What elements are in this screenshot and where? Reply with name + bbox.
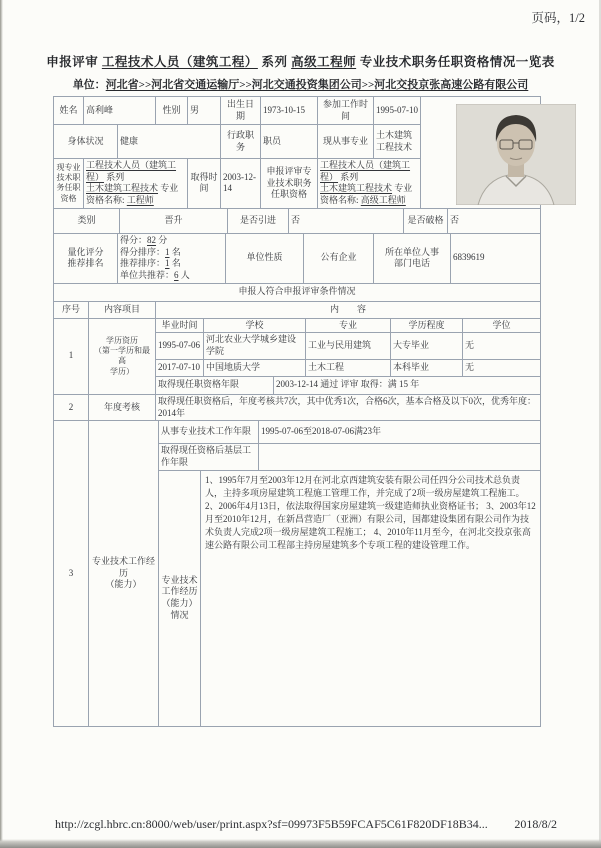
score-line1-label: 得分：: [120, 234, 148, 245]
score-detail-cell: [118, 233, 226, 283]
applicant-photo: [456, 104, 576, 205]
edu-cell: 1995-07-06: [156, 333, 204, 359]
score-line3-value: 1: [165, 258, 170, 269]
exception-label-cell: 是否破格: [404, 208, 448, 233]
title-prefix: 申报评审: [46, 55, 99, 69]
score-block-label2: 推荐排名: [67, 258, 104, 269]
current-series-word: 系列: [106, 171, 125, 182]
experience-label-line2: （能力）: [105, 579, 142, 590]
edu-col-header: 专业: [306, 318, 391, 333]
admin-label-cell: 行政职务: [221, 125, 261, 159]
edu-cell: 工业与民用建筑: [306, 333, 391, 359]
edu-col-header: 学历程度: [391, 318, 463, 333]
gender-label-cell: 性别: [156, 97, 188, 125]
experience-years-label-cell: 从事专业技术工作年限: [159, 421, 259, 444]
scan-edge-left: [0, 0, 3, 848]
score-block-label1: 量化评分: [67, 246, 104, 257]
footer-url: http://zcgl.hbrc.cn:8000/web/user/print.aspx?sf=09973F5B59FCAF5C61F820DF18B34...: [55, 817, 488, 831]
name-value-cell: 高利峰: [84, 97, 156, 125]
score-line4-unit: 人: [180, 269, 190, 280]
edu-cell: 大专毕业: [391, 333, 463, 359]
experience-seq-cell: 3: [54, 421, 89, 726]
unit-line: [0, 76, 601, 92]
edu-cell: 无: [463, 359, 541, 376]
footer-date: 2018/8/2: [514, 817, 557, 831]
current-series: 工程技术人员（建筑工程）: [86, 160, 177, 182]
phone-value-cell: 6839619: [451, 233, 541, 283]
profession-label-cell: 现从事专业: [318, 125, 374, 159]
score-line3-unit: 名: [171, 258, 181, 269]
score-line4-label: 单位共推荐：: [120, 269, 175, 280]
exception-value-cell: 否: [448, 208, 541, 233]
apply-major-word: 专业: [394, 183, 413, 194]
edu-cell: 本科毕业: [391, 359, 463, 376]
apply-cert-label: 资格名称:: [320, 195, 359, 206]
phone-label-cell: [374, 233, 451, 283]
title-series-word: 系列: [261, 55, 288, 69]
edu-col-header: 学校: [204, 318, 306, 333]
phone-label2: 部门电话: [393, 258, 430, 269]
education-label-line1: 学历资历: [106, 335, 138, 345]
form-title: [0, 52, 601, 70]
unit-type-value-cell: 公有企业: [304, 233, 374, 283]
score-line1-value: 82: [147, 234, 157, 245]
experience-label-line1: 专业技术工作经历: [91, 555, 155, 578]
experience-detail-label-line: （能力）: [161, 598, 198, 609]
scan-edge-bottom: [0, 839, 601, 848]
profession-value-cell: 土木建筑工程技术: [374, 125, 421, 159]
tenure-value-cell: 2003-12-14 通过 评审 取得：满 15 年: [274, 376, 541, 394]
education-label-cell: [89, 318, 156, 394]
edu-cell: 河北农业大学城乡建设学院: [204, 333, 306, 359]
item-header-cell: 内容项目: [89, 301, 156, 318]
admin-value-cell: 职员: [261, 125, 318, 159]
category-value-cell: 晋升: [120, 208, 228, 233]
import-value-cell: 否: [289, 208, 404, 233]
unit-type-label-cell: 单位性质: [226, 233, 304, 283]
experience-text-cell: 1、1995年7月至2003年12月在河北京西建筑安装有限公司任四分公司技术总负责人，主持多项房屋建筑工程施工管理工作，并完成了2项一级房屋建筑工程施工。 2、2006年4月13日，依法取得国家房屋建筑一级建造师执业资格证书； 3、2003年12月至2010年12月，在新昌营造厂（亚洲）有限公司，国都建设集团有限公司作为技术负责人完成2项一级房屋建筑工程施工； 4、2010年11月至今，在河北交投京张高速公路有限公司工程部主持房屋建筑多个专项工程的建设管理工作。: [201, 470, 541, 726]
content-header-cell: 内 容: [156, 301, 541, 318]
education-label-line2: （第一学历和最高: [94, 345, 150, 366]
current-qual-value-cell: [84, 159, 188, 209]
category-label-cell: 类别: [54, 208, 120, 233]
title-rank: 高级工程师: [291, 55, 357, 69]
education-table: [53, 318, 541, 395]
experience-detail-label-line: 情况: [170, 609, 189, 620]
assessment-label-cell: 年度考核: [89, 394, 156, 420]
current-major: 土木建筑工程技术: [86, 183, 159, 194]
apply-series: 工程技术人员（建筑工程）: [320, 160, 411, 182]
current-major-word: 专业: [160, 183, 179, 194]
grassroots-value-cell: [259, 444, 541, 470]
experience-detail-label-line: 工作经历: [161, 586, 198, 597]
name-label-cell: 姓名: [54, 97, 84, 125]
experience-label-cell: [89, 421, 159, 726]
education-label-line3: 学历）: [110, 366, 134, 376]
unit-value: 河北省>>河北省交通运输厅>>河北交通投资集团公司>>河北交投京张高速公路有限公司: [105, 79, 529, 91]
experience-detail-label-cell: [159, 470, 201, 726]
edu-cell: 中国地质大学: [204, 359, 306, 376]
experience-years-value-cell: 1995-07-06至2018-07-06满23年: [259, 421, 541, 444]
obtain-time-label-cell: 取得时间: [188, 159, 221, 209]
page-number: 页码，1/2: [531, 11, 585, 25]
score-line2-label: 得分排序：: [120, 246, 166, 257]
apply-major: 土木建筑工程技术: [320, 183, 393, 194]
experience-table: [53, 420, 541, 726]
edu-cell: 无: [463, 333, 541, 359]
print-footer: [55, 817, 557, 832]
conditions-header-table: [53, 301, 541, 319]
assessment-seq-cell: 2: [54, 394, 89, 420]
tenure-label-cell: 取得现任职资格年限: [156, 376, 274, 394]
conditions-banner-table: [53, 283, 541, 302]
unit-label: 单位：: [72, 79, 106, 91]
obtain-time-value-cell: 2003-12-14: [221, 159, 261, 209]
category-table: [53, 208, 541, 234]
experience-detail-label-line: 专业技术: [161, 574, 198, 585]
health-value-cell: 健康: [118, 125, 221, 159]
grassroots-label-cell: 取得现任资格后基层工作年限: [159, 444, 259, 470]
title-suffix: 专业技术职务任职资格情况一览表: [359, 55, 555, 69]
score-line3-label: 推荐排序：: [120, 258, 166, 269]
apply-qual-label-cell: 申报评审专业技术职务任职资格: [261, 159, 318, 209]
score-table: [53, 233, 541, 284]
apply-series-word: 系列: [340, 171, 359, 182]
edu-cell: 土木工程: [306, 359, 391, 376]
assessment-table: [53, 394, 541, 421]
conditions-section-title: 申报人符合申报评审条件情况: [54, 283, 541, 301]
birth-label-cell: 出生日期: [221, 97, 261, 125]
score-block-label-cell: [54, 233, 118, 283]
score-line1-unit: 分: [158, 234, 168, 245]
current-cert-name: 工程师: [126, 195, 154, 206]
score-line2-value: 1: [165, 246, 170, 257]
current-qual-label-cell: 现专业技术职务任职资格: [54, 159, 84, 209]
apply-qual-value-cell: [318, 159, 421, 209]
edu-col-header: 毕业时间: [156, 318, 204, 333]
health-label-cell: 身体状况: [54, 125, 118, 159]
work-start-value-cell: 1995-07-10: [374, 97, 421, 125]
edu-col-header: 学位: [463, 318, 541, 333]
work-start-label-cell: 参加工作时间: [318, 97, 374, 125]
title-series: 工程技术人员（建筑工程）: [101, 55, 258, 69]
score-line4-value: 6: [174, 269, 179, 280]
edu-cell: 2017-07-10: [156, 359, 204, 376]
apply-cert-name: 高级工程师: [360, 195, 406, 206]
score-line2-unit: 名: [171, 246, 181, 257]
phone-label1: 所在单位人事: [384, 246, 439, 257]
gender-value-cell: 男: [188, 97, 221, 125]
seq-header-cell: 序号: [54, 301, 89, 318]
current-cert-label: 资格名称:: [86, 195, 125, 206]
import-label-cell: 是否引进: [228, 208, 289, 233]
assessment-text-cell: 取得现任职资格后，年度考核共7次，其中优秀1次，合格6次，基本合格及以下0次，优秀年度：2014年: [156, 394, 541, 420]
education-seq-cell: 1: [54, 318, 89, 394]
birth-value-cell: 1973-10-15: [261, 97, 318, 125]
